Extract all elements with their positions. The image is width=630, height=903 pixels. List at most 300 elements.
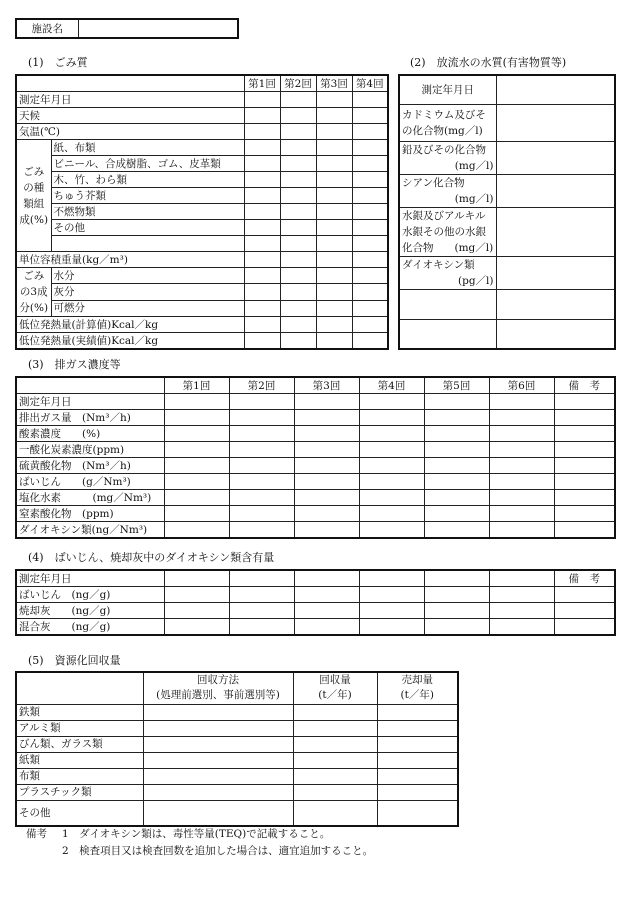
input-cell[interactable] (229, 394, 294, 410)
input-cell[interactable] (244, 300, 280, 316)
table-row (16, 188, 388, 204)
input-cell[interactable] (244, 204, 280, 220)
input-cell[interactable] (352, 268, 388, 284)
row-label: 一酸化炭素濃度(ppm) (16, 442, 164, 458)
input-cell[interactable] (554, 426, 615, 442)
input-cell[interactable] (316, 333, 352, 350)
input-cell[interactable] (294, 619, 359, 636)
input-cell[interactable] (164, 458, 229, 474)
col-header: 第2回 (229, 377, 294, 394)
table-header-row (16, 75, 388, 92)
table-row (16, 784, 458, 800)
input-cell[interactable] (280, 188, 316, 204)
input-cell[interactable] (424, 458, 489, 474)
input-cell[interactable] (280, 92, 316, 108)
input-cell[interactable] (359, 570, 424, 587)
input-cell[interactable] (496, 319, 615, 349)
input-cell[interactable] (316, 140, 352, 156)
input-cell[interactable] (489, 506, 554, 522)
col-header: 回収方法 (197, 674, 239, 687)
input-cell[interactable] (489, 603, 554, 619)
table-row (16, 410, 615, 426)
input-cell[interactable] (377, 784, 458, 800)
row-label: ダイオキシン類(ng／Nm³) (16, 522, 164, 539)
input-cell[interactable] (229, 506, 294, 522)
input-cell[interactable] (293, 800, 377, 826)
input-cell[interactable] (316, 284, 352, 300)
effluent-quality-table (398, 74, 616, 350)
input-cell[interactable] (489, 410, 554, 426)
input-cell[interactable] (496, 207, 615, 256)
row-label: 酸素濃度 (%) (16, 426, 164, 442)
input-cell[interactable] (244, 236, 280, 252)
input-cell[interactable] (280, 124, 316, 140)
table-row (16, 720, 458, 736)
input-cell[interactable] (294, 394, 359, 410)
input-cell[interactable] (316, 252, 352, 268)
input-cell[interactable] (316, 236, 352, 252)
input-cell[interactable] (294, 426, 359, 442)
table-row (16, 333, 388, 350)
table-row (16, 426, 615, 442)
input-cell[interactable] (229, 442, 294, 458)
input-cell[interactable] (554, 410, 615, 426)
input-cell[interactable] (554, 522, 615, 539)
input-cell[interactable] (424, 394, 489, 410)
input-cell[interactable] (489, 490, 554, 506)
table-row (16, 570, 615, 587)
input-cell[interactable] (143, 720, 293, 736)
section-garbage-quality-title: (1) ごみ質 (28, 56, 88, 69)
input-cell[interactable] (489, 570, 554, 587)
input-cell[interactable] (280, 220, 316, 236)
input-cell[interactable] (399, 289, 496, 319)
input-cell[interactable] (352, 300, 388, 316)
table-row (16, 140, 388, 156)
input-cell[interactable] (294, 570, 359, 587)
input-cell[interactable] (244, 140, 280, 156)
input-cell[interactable] (229, 570, 294, 587)
input-cell[interactable] (229, 474, 294, 490)
col-header: 第2回 (280, 75, 316, 92)
row-label-unit: (pg／l) (458, 274, 494, 287)
input-cell[interactable] (377, 704, 458, 720)
input-cell[interactable] (244, 220, 280, 236)
input-cell[interactable] (294, 603, 359, 619)
table-row (16, 736, 458, 752)
note-item: 1 ダイオキシン類は、毒性等量(TEQ)で記載すること。 (62, 828, 331, 840)
input-cell[interactable] (359, 603, 424, 619)
col-header: 第3回 (294, 377, 359, 394)
input-cell[interactable] (164, 603, 229, 619)
row-label: びん類、ガラス類 (16, 736, 143, 752)
input-cell[interactable] (280, 204, 316, 220)
input-cell[interactable] (294, 410, 359, 426)
input-cell[interactable] (359, 522, 424, 539)
table-row (16, 704, 458, 720)
input-cell[interactable] (229, 490, 294, 506)
input-cell[interactable] (352, 317, 388, 333)
input-cell[interactable] (352, 333, 388, 350)
row-label-unit: (mg／l) (454, 192, 494, 205)
input-cell[interactable] (352, 156, 388, 172)
table-row (16, 603, 615, 619)
table-row (16, 204, 388, 220)
input-cell[interactable] (554, 474, 615, 490)
input-cell[interactable] (359, 442, 424, 458)
table-header-row (399, 75, 615, 104)
input-cell[interactable] (496, 174, 615, 207)
input-cell[interactable] (143, 736, 293, 752)
input-cell[interactable] (280, 300, 316, 316)
input-cell[interactable] (424, 570, 489, 587)
input-cell[interactable] (164, 394, 229, 410)
row-label: ばいじん (ng／g) (16, 587, 164, 603)
input-cell[interactable] (293, 736, 377, 752)
input-cell[interactable] (280, 252, 316, 268)
input-cell[interactable] (280, 333, 316, 350)
table-row (16, 800, 458, 826)
input-cell[interactable] (424, 603, 489, 619)
table-row (16, 300, 388, 316)
garbage-quality-table (15, 74, 389, 350)
row-label: 塩化水素 (mg／Nm³) (16, 490, 164, 506)
row-label: アルミ類 (16, 720, 143, 736)
col-header: 第4回 (352, 75, 388, 92)
input-cell[interactable] (377, 800, 458, 826)
input-cell[interactable] (554, 619, 615, 636)
input-cell[interactable] (424, 522, 489, 539)
input-cell[interactable] (316, 108, 352, 124)
input-cell[interactable] (359, 410, 424, 426)
table-row (399, 207, 615, 256)
input-cell[interactable] (316, 124, 352, 140)
row-label: 鉄類 (16, 704, 143, 720)
table-row (16, 172, 388, 188)
input-cell[interactable] (143, 768, 293, 784)
input-cell[interactable] (316, 92, 352, 108)
row-label-unit: 化合物 (mg／l) (402, 241, 494, 254)
row-label: 混合灰 (ng／g) (16, 619, 164, 636)
input-cell[interactable] (164, 522, 229, 539)
table-row (16, 506, 615, 522)
col-header: 第4回 (359, 377, 424, 394)
input-cell[interactable] (554, 442, 615, 458)
input-cell[interactable] (293, 784, 377, 800)
input-cell[interactable] (352, 252, 388, 268)
row-label: 不燃物類 (51, 204, 244, 220)
input-cell[interactable] (316, 188, 352, 204)
input-cell[interactable] (489, 474, 554, 490)
input-cell[interactable] (352, 108, 388, 124)
input-cell[interactable] (316, 220, 352, 236)
table-row (399, 319, 615, 349)
col-header-sub: (t／年) (400, 689, 434, 702)
input-cell[interactable] (316, 300, 352, 316)
table-header-row (16, 672, 458, 704)
input-cell[interactable] (489, 458, 554, 474)
three-components-group-label: ごみの3成分(%) (16, 268, 51, 317)
row-label: 焼却灰 (ng／g) (16, 603, 164, 619)
row-label: 天候 (16, 108, 244, 124)
row-label: 布類 (16, 768, 143, 784)
table-row (16, 522, 615, 539)
input-cell[interactable] (352, 236, 388, 252)
table-row (399, 104, 615, 141)
input-cell[interactable] (377, 720, 458, 736)
input-cell[interactable] (424, 490, 489, 506)
input-cell[interactable] (280, 284, 316, 300)
table-row (16, 619, 615, 636)
input-cell[interactable] (496, 75, 615, 104)
input-cell[interactable] (294, 474, 359, 490)
table-row (16, 252, 388, 268)
input-cell[interactable] (293, 720, 377, 736)
row-label: プラスチック類 (16, 784, 143, 800)
row-label: 鉛及びその化合物 (402, 143, 486, 156)
input-cell[interactable] (424, 410, 489, 426)
input-cell[interactable] (352, 284, 388, 300)
input-cell[interactable] (164, 410, 229, 426)
input-cell[interactable] (280, 156, 316, 172)
col-header: 備 考 (554, 570, 615, 587)
input-cell[interactable] (244, 124, 280, 140)
facility-label: 施設名 (16, 19, 78, 38)
row-label: 気温(℃) (16, 124, 244, 140)
input-cell[interactable] (164, 570, 229, 587)
table-row (16, 474, 615, 490)
input-cell[interactable] (554, 506, 615, 522)
row-label: シアン化合物 (402, 176, 465, 189)
input-cell[interactable] (244, 252, 280, 268)
input-cell[interactable] (554, 394, 615, 410)
table-row (16, 587, 615, 603)
section-effluent-quality-title: (2) 放流水の水質(有害物質等) (410, 56, 567, 69)
row-label: ちゅう芥類 (51, 188, 244, 204)
row-label: 単位容積重量(kg／m³) (16, 252, 244, 268)
col-header-sub: (処理前選別、事前選別等) (156, 689, 280, 702)
row-label: 測定年月日 (16, 570, 164, 587)
input-cell[interactable] (489, 426, 554, 442)
col-header: 第6回 (489, 377, 554, 394)
input-cell[interactable] (359, 474, 424, 490)
input-cell[interactable] (352, 140, 388, 156)
input-cell[interactable] (489, 522, 554, 539)
input-cell[interactable] (316, 172, 352, 188)
input-cell[interactable] (352, 172, 388, 188)
input-cell[interactable] (244, 284, 280, 300)
input-cell[interactable] (352, 204, 388, 220)
input-cell[interactable] (229, 410, 294, 426)
input-cell[interactable] (316, 204, 352, 220)
col-header: 回収量 (319, 674, 351, 687)
table-row (16, 220, 388, 236)
table-row (16, 124, 388, 140)
input-cell[interactable] (294, 522, 359, 539)
input-cell[interactable] (377, 768, 458, 784)
input-cell[interactable] (496, 256, 615, 289)
section-exhaust-gas-title: (3) 排ガス濃度等 (28, 358, 121, 371)
input-cell[interactable] (280, 140, 316, 156)
col-header: 第3回 (316, 75, 352, 92)
section-recovery-title: (5) 資源化回収量 (28, 654, 121, 667)
input-cell[interactable] (554, 587, 615, 603)
input-cell[interactable] (293, 704, 377, 720)
dioxin-content-table (15, 569, 616, 636)
input-cell[interactable] (377, 752, 458, 768)
input-cell[interactable] (229, 603, 294, 619)
input-cell[interactable] (244, 333, 280, 350)
input-cell[interactable] (244, 108, 280, 124)
input-cell[interactable] (164, 587, 229, 603)
input-cell[interactable] (489, 619, 554, 636)
recovery-table (15, 671, 459, 827)
row-label: 可燃分 (51, 300, 244, 316)
input-cell[interactable] (359, 619, 424, 636)
input-cell[interactable] (280, 236, 316, 252)
input-cell[interactable] (496, 104, 615, 141)
input-cell[interactable] (294, 458, 359, 474)
table-row (16, 752, 458, 768)
input-cell[interactable] (399, 319, 496, 349)
input-cell[interactable] (554, 603, 615, 619)
input-cell[interactable] (294, 490, 359, 506)
input-cell[interactable] (424, 426, 489, 442)
input-cell[interactable] (554, 490, 615, 506)
table-row (399, 289, 615, 319)
input-cell[interactable] (359, 587, 424, 603)
input-cell[interactable] (164, 490, 229, 506)
input-cell[interactable] (294, 506, 359, 522)
input-cell[interactable] (352, 220, 388, 236)
input-cell[interactable] (352, 188, 388, 204)
section-dioxin-content-title: (4) ばいじん、焼却灰中のダイオキシン類含有量 (28, 551, 275, 564)
input-cell[interactable] (293, 768, 377, 784)
input-cell[interactable] (244, 317, 280, 333)
row-label: カドミウム及びそ (402, 108, 486, 121)
row-label: 灰分 (51, 284, 244, 300)
input-cell[interactable] (244, 92, 280, 108)
row-label: 水分 (51, 268, 244, 284)
input-cell[interactable] (294, 442, 359, 458)
row-label: ダイオキシン類 (402, 258, 475, 271)
table-row (16, 108, 388, 124)
input-cell[interactable] (316, 156, 352, 172)
col-header: 測定年月日 (399, 75, 496, 104)
input-cell[interactable] (377, 736, 458, 752)
table-row (16, 284, 388, 300)
exhaust-gas-table (15, 376, 616, 539)
input-cell[interactable] (424, 587, 489, 603)
input-cell[interactable] (280, 268, 316, 284)
input-cell[interactable] (164, 506, 229, 522)
input-cell[interactable] (496, 289, 615, 319)
input-cell[interactable] (164, 619, 229, 636)
input-cell[interactable] (352, 124, 388, 140)
table-row (16, 236, 388, 252)
input-cell[interactable] (229, 458, 294, 474)
facility-name-field[interactable] (78, 19, 238, 38)
composition-group-label: ごみの種類組成(%) (16, 140, 51, 252)
table-row (16, 317, 388, 333)
input-cell[interactable] (244, 156, 280, 172)
row-label (51, 236, 244, 252)
row-label: 紙類 (16, 752, 143, 768)
row-label: 硫黄酸化物 (Nm³／h) (16, 458, 164, 474)
input-cell[interactable] (316, 317, 352, 333)
table-row (16, 268, 388, 284)
input-cell[interactable] (143, 800, 293, 826)
row-label-unit: (mg／l) (454, 159, 494, 172)
input-cell[interactable] (229, 587, 294, 603)
input-cell[interactable] (489, 394, 554, 410)
input-cell[interactable] (424, 442, 489, 458)
input-cell[interactable] (229, 522, 294, 539)
input-cell[interactable] (294, 587, 359, 603)
input-cell[interactable] (359, 394, 424, 410)
input-cell[interactable] (244, 268, 280, 284)
input-cell[interactable] (143, 784, 293, 800)
input-cell[interactable] (352, 92, 388, 108)
input-cell[interactable] (143, 704, 293, 720)
row-label: 低位発熱量(実績値)Kcal／kg (16, 333, 244, 350)
table-row (16, 92, 388, 108)
col-header: 第1回 (244, 75, 280, 92)
input-cell[interactable] (280, 317, 316, 333)
table-row (399, 174, 615, 207)
input-cell[interactable] (244, 172, 280, 188)
input-cell[interactable] (164, 426, 229, 442)
table-row (16, 768, 458, 784)
row-label: 測定年月日 (16, 394, 164, 410)
input-cell[interactable] (164, 442, 229, 458)
notes-label: 備考 (26, 828, 47, 840)
table-row (16, 490, 615, 506)
input-cell[interactable] (424, 474, 489, 490)
input-cell[interactable] (424, 619, 489, 636)
input-cell[interactable] (554, 458, 615, 474)
input-cell[interactable] (293, 752, 377, 768)
col-header: 第5回 (424, 377, 489, 394)
input-cell[interactable] (489, 442, 554, 458)
input-cell[interactable] (359, 506, 424, 522)
col-header: 備 考 (554, 377, 615, 394)
input-cell[interactable] (229, 619, 294, 636)
input-cell[interactable] (280, 108, 316, 124)
row-label: 窒素酸化物 (ppm) (16, 506, 164, 522)
input-cell[interactable] (229, 426, 294, 442)
input-cell[interactable] (489, 587, 554, 603)
input-cell[interactable] (143, 752, 293, 768)
table-row (16, 442, 615, 458)
row-label: ばいじん (g／Nm³) (16, 474, 164, 490)
input-cell[interactable] (164, 474, 229, 490)
table-row (16, 394, 615, 410)
input-cell[interactable] (280, 172, 316, 188)
input-cell[interactable] (359, 458, 424, 474)
input-cell[interactable] (496, 141, 615, 174)
input-cell[interactable] (316, 268, 352, 284)
input-cell[interactable] (244, 188, 280, 204)
col-header-sub: (t／年) (318, 689, 352, 702)
input-cell[interactable] (359, 426, 424, 442)
input-cell[interactable] (424, 506, 489, 522)
row-label: 紙、布類 (51, 140, 244, 156)
row-label: 木、竹、わら類 (51, 172, 244, 188)
facility-name-box (15, 18, 239, 39)
row-label: 水銀及びアルキル (402, 209, 486, 222)
input-cell[interactable] (359, 490, 424, 506)
